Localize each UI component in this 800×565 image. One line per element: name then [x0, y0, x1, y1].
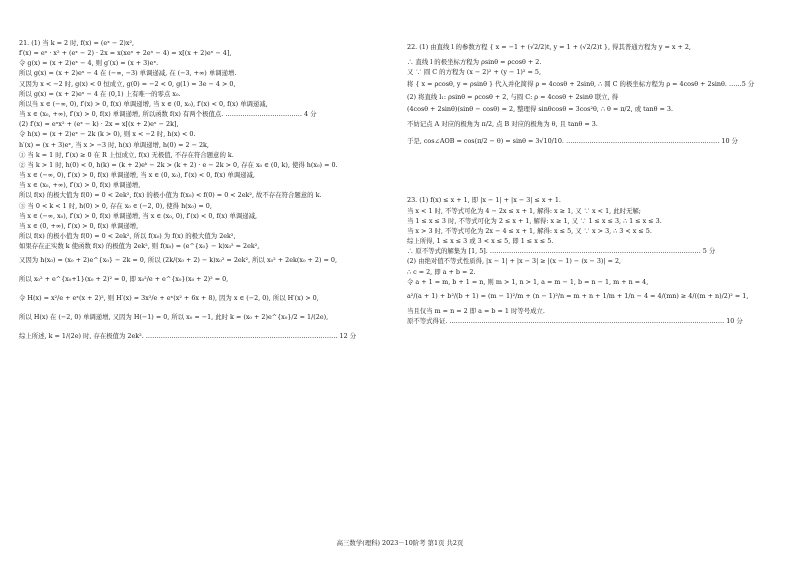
q21-line-14: 当 x ∈ (−∞, 0), f′(x) > 0, f(x) 单调递增, 当 x ∈ (0, x₀), f′(x) < 0, f(x) 单调递减, [19, 171, 255, 180]
q21-line-26: 综上所述, k = 1/(2e) 时, 存在极值为 2ek². ……………………………………………………………………………… 12 分 [19, 332, 357, 341]
q23-line-11: 当且仅当 m = n = 2 即 a = b = 1 时等号成立. [407, 306, 545, 315]
q21-line-7: 所以当 x ∈ (−∞, 0), f′(x) > 0, f(x) 单调递增, 当 x ∈ (0, x₀), f′(x) < 0, f(x) 单调递减, [19, 99, 268, 108]
page-footer: 高三数学(理科) 2023－10阶考 第1页 共2页 [336, 539, 464, 547]
q21-line-24: 令 H(x) = x²/e + eˣ(x + 2)², 则 H′(x) = 3x²/e + eˣ(x² + 6x + 8), 因为 x ∈ (−2, 0), 所以 H′(x) > 0, [19, 294, 319, 303]
q23-line-3: 当 1 ≤ x ≤ 3 时, 不等式可化为 2 ≤ x + 1, 解得: x ≥ 1, 又 ∵ 1 ≤ x ≤ 3, ∴ 1 ≤ x ≤ 3. [407, 216, 662, 225]
q21-line-23: 所以 x₀² + e^{x₀+1}(x₀ + 2)² = 0, 即 x₀²/e + e^{x₀}(x₀ + 2)² = 0, [19, 275, 229, 284]
q21-line-18: 当 x ∈ (−∞, x₀), f′(x) > 0, f(x) 单调递增, 当 x ∈ (x₀, 0), f′(x) < 0, f(x) 单调递减, [19, 211, 258, 220]
q21-line-19: 当 x ∈ (0, +∞), f′(x) > 0, f(x) 单调递增, [19, 221, 139, 230]
q21-line-21: 如果存在正实数 k 使函数 f(x) 的极值为 2ek², 则 f(x₀) = (e^{x₀} − k)x₀² = 2ek², [19, 242, 260, 251]
q22-line-7: 不妨记点 A 对应的极角为 π/2, 点 B 对应的极角为 θ, 且 tanθ = 3. [407, 120, 598, 129]
q23-line-8: ∴ c = 2, 即 a + b = 2. [407, 267, 476, 276]
q21-line-15: 当 x ∈ (x₀, +∞), f′(x) > 0, f(x) 单调递增, [19, 181, 141, 190]
q22-line-1: 22. (1) 由直线 l 的参数方程 { x = −1 + (√2/2)t, y = 1 + (√2/2)t }, 得其普通方程为 y = x + 2, [407, 43, 691, 51]
right-column [407, 38, 769, 326]
q21-line-17: ③ 当 0 < k < 1 时, h(0) > 0, 存在 x₀ ∈ (−2, 0), 使得 h(x₀) = 0, [19, 201, 212, 210]
q21-line-12: ① 当 k = 1 时, f′(x) ≥ 0 在 R 上恒成立, f(x) 无极值, 不存在符合题意的 k. [19, 150, 234, 159]
q21-line-5: 又因为 x < −2 时, g(x) < 0 恒成立, g(0) = −2 < 0, g(1) = 3e − 4 > 0, [19, 79, 236, 88]
q21-line-3: 令 g(x) = (x + 2)eˣ − 4, 则 g′(x) = (x + 3)eˣ. [19, 59, 159, 68]
q22-line-3: 又 ∵ 圆 C 的方程为 (x − 2)² + (y − 1)² = 5, [407, 68, 541, 77]
q21-line-16: 所以 f(x) 的极大值为 f(0) = 0 < 2ek², f(x) 的极小值为 f(x₀) < f(0) = 0 < 2ek², 故不存在符合题意的 k. [19, 191, 322, 200]
q23-line-2: 当 x < 1 时, 不等式可化为 4 − 2x ≤ x + 1, 解得: x ≥ 1, 又 ∵ x < 1, 此时无解; [407, 206, 641, 215]
q22-line-5: (2) 将直线 l₁: ρsinθ = ρcosθ + 2, 与圆 C: ρ = 4cosθ + 2sinθ 联立, 得 [407, 93, 619, 102]
left-column [19, 38, 381, 346]
q21-line-20: 所以 f(x) 的极小值为 f(0) = 0 < 2ek², 所以 f(x₀) 为 f(x) 的极大值为 2ek², [19, 231, 236, 240]
q23-line-6: ∴ 原不等式的解集为 [1, 5]. ……………………………………………………………………………………… 5 分 [407, 247, 716, 256]
q23-line-9: 令 a + 1 = m, b + 1 = n, 则 m > 1, n > 1, a = m − 1, b = n − 1, m + n = 4, [407, 277, 649, 286]
q23-line-12: 原不等式得证. ………………………………………………………………………………………………………………… 10 分 [407, 317, 743, 326]
q21-line-13: ② 当 k > 1 时, h(0) < 0, h(k) = (k + 2)eᵏ − 2k > (k + 2) · e − 2k > 0, 存在 x₀ ∈ (0, k), 使得 h(x₀) = 0. [19, 160, 338, 169]
q22-line-2: ∴ 直线 l 的极坐标方程为 ρsinθ = ρcosθ + 2. [407, 58, 542, 66]
q21-line-6: 所以 g(x) = (x + 2)eˣ − 4 在 (0,1) 上有唯一的零点 x₀. [19, 89, 181, 98]
q22-line-6: (4cosθ + 2sinθ)(sinθ − cosθ) = 2, 整理得 sinθcosθ = 3cos²θ, ∴ θ = π/2, 或 tanθ = 3. [407, 105, 673, 114]
q22-line-4: 将 { x = ρcosθ, y = ρsinθ } 代入并化简得 ρ = 4cosθ + 2sinθ, ∴ 圆 C 的极坐标方程为 ρ = 4cosθ + 2sinθ. ……5 分 [407, 80, 755, 89]
section-gap-2 [407, 173, 769, 195]
q21-line-22: 又因为 h(x₀) = (x₀ + 2)e^{x₀} − 2k = 0, 所以 (2k/(x₀ + 2) − k)x₀² = 2ek², 所以 x₀² + 2ek(x₀ + 2) = 0, [19, 256, 337, 265]
q21-line-9: (2) f′(x) = eˣx² + (eˣ − k) · 2x = x[(x + 2)eˣ − 2k], [19, 120, 179, 129]
q23-line-5: 综上所得, 1 ≤ x ≤ 3 或 3 < x ≤ 5, 即 1 ≤ x ≤ 5. [407, 237, 554, 246]
q21-line-8: 当 x ∈ (x₀, +∞), f′(x) > 0, f(x) 单调递增, 所以函数 f(x) 有两个极值点. ……………………………… 4 分 [19, 110, 317, 119]
q23-line-4: 当 x > 3 时, 不等式可化为 2x − 4 ≤ x + 1, 解得: x ≤ 5, 又 ∵ x > 3, ∴ 3 < x ≤ 5. [407, 226, 652, 235]
q21-line-25: 所以 H(x) 在 (−2, 0) 单调递增, 又因为 H(−1) = 0, 所以 x₀ = −1, 此时 k = (x₀ + 2)e^{x₀}/2 = 1/(2e), [19, 313, 329, 322]
q22-line-8: 于是, cos∠AOB = cos(π/2 − θ) = sinθ = 3√10/10. ……………………………………………………………… 10 分 [407, 137, 738, 146]
q23-line-10: a²/(a + 1) + b²/(b + 1) = (m − 1)²/m + (n − 1)²/n = m + n + 1/m + 1/n − 4 = 4/(mn) ≥ 4/((m + n)/2)² = 1, [407, 291, 749, 300]
q23-line-1: 23. (1) f(x) ≤ x + 1, 即 |x − 1| + |x − 3| ≤ x + 1. [407, 196, 561, 205]
q21-line-1: 21. (1) 当 k = 2 时, f(x) = (eˣ − 2)x², [19, 39, 135, 47]
q21-line-11: h′(x) = (x + 3)eˣ, 当 x > −3 时, h(x) 单调递增, h(0) = 2 − 2k, [19, 140, 209, 149]
q21-line-2: f′(x) = eˣ · x² + (eˣ − 2) · 2x = x(xeˣ + 2eˣ − 4) = x[(x + 2)eˣ − 4], [19, 49, 232, 58]
q21-line-4: 所以 g(x) = (x + 2)eˣ − 4 在 (−∞, −3) 单调递减, 在 (−3, +∞) 单调递增. [19, 69, 237, 78]
section-gap [407, 151, 769, 173]
q23-line-7: (2) 由绝对值不等式性质得, |x − 1| + |x − 3| ≥ |(x − 1) − (x − 3)| = 2, [407, 257, 622, 266]
q21-line-10: 令 h(x) = (x + 2)eˣ − 2k (k > 0), 则 x < −2 时, h(x) < 0. [19, 130, 196, 139]
